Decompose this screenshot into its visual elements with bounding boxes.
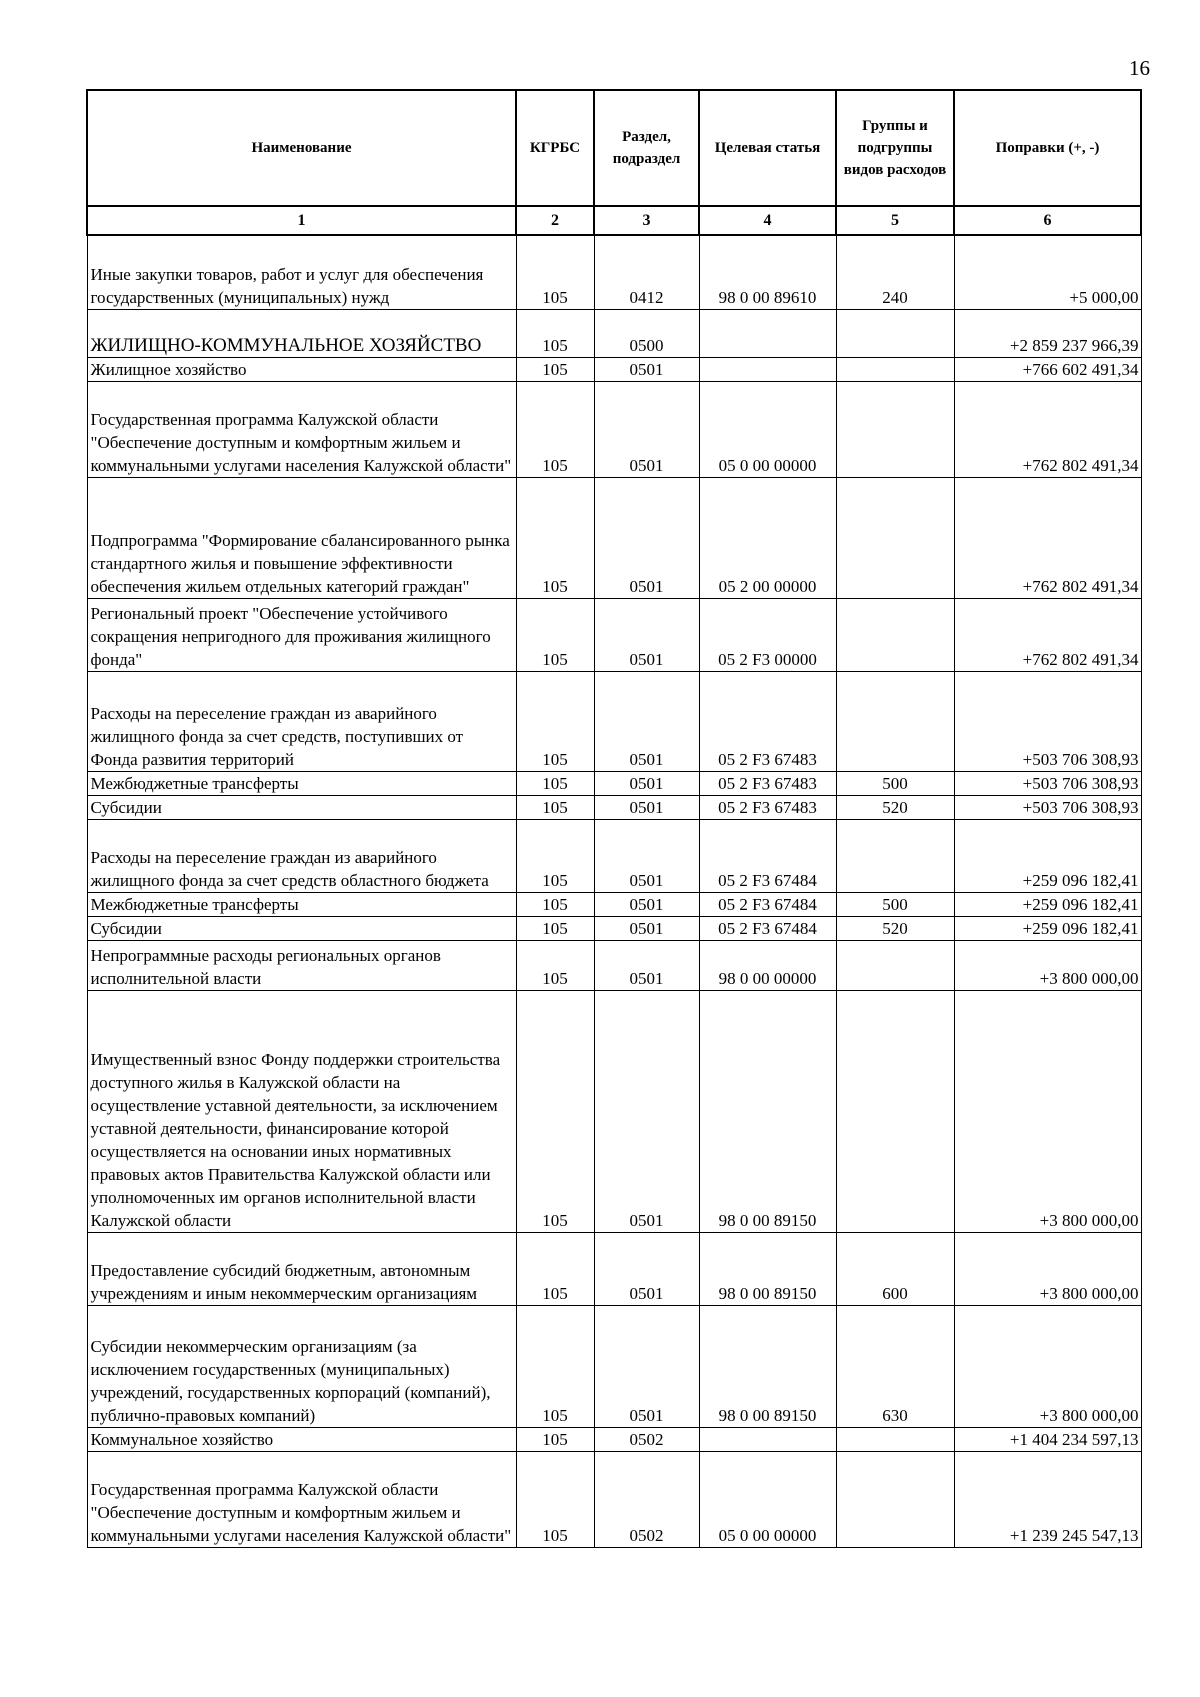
table-row xyxy=(87,1427,1141,1451)
header-section: Раздел, подраздел xyxy=(594,90,699,206)
row-name: Жилищное хозяйство xyxy=(87,357,516,381)
table-row xyxy=(87,1451,1141,1547)
row-name: Межбюджетные трансферты xyxy=(87,892,516,916)
row-section: 0501 xyxy=(594,795,699,819)
row-section: 0501 xyxy=(594,357,699,381)
row-group: 630 xyxy=(836,1305,954,1427)
row-target: 05 2 F3 67484 xyxy=(699,892,836,916)
row-section: 0501 xyxy=(594,1232,699,1305)
row-name: Государственная программа Калужской области "Обеспечение доступным и комфортным жильем и коммунальными услугами населения Калужской области" xyxy=(87,381,516,477)
row-amount: +503 706 308,93 xyxy=(954,671,1141,771)
row-group: 520 xyxy=(836,795,954,819)
column-number-row xyxy=(87,206,1141,235)
row-target: 98 0 00 89610 xyxy=(699,235,836,309)
row-group xyxy=(836,940,954,990)
header-target: Целевая статья xyxy=(699,90,836,206)
row-section: 0501 xyxy=(594,771,699,795)
table-row xyxy=(87,598,1141,671)
row-section: 0501 xyxy=(594,477,699,598)
row-target: 05 2 F3 67483 xyxy=(699,795,836,819)
row-amount: +259 096 182,41 xyxy=(954,819,1141,892)
row-section: 0501 xyxy=(594,819,699,892)
row-kgrbs: 105 xyxy=(516,235,594,309)
row-section: 0501 xyxy=(594,990,699,1232)
row-section: 0502 xyxy=(594,1427,699,1451)
row-kgrbs: 105 xyxy=(516,1427,594,1451)
row-group xyxy=(836,671,954,771)
column-number: 5 xyxy=(836,206,954,235)
row-amount: +503 706 308,93 xyxy=(954,771,1141,795)
row-group: 500 xyxy=(836,771,954,795)
row-kgrbs: 105 xyxy=(516,771,594,795)
row-target xyxy=(699,1427,836,1451)
row-name: Иные закупки товаров, работ и услуг для обеспечения государственных (муниципальных) нужд xyxy=(87,235,516,309)
table-row xyxy=(87,309,1141,357)
row-kgrbs: 105 xyxy=(516,1305,594,1427)
header-groups: Группы и подгруппы видов расходов xyxy=(836,90,954,206)
row-kgrbs: 105 xyxy=(516,1232,594,1305)
row-kgrbs: 105 xyxy=(516,477,594,598)
column-number: 1 xyxy=(87,206,516,235)
table-row xyxy=(87,477,1141,598)
row-amount: +762 802 491,34 xyxy=(954,381,1141,477)
row-amount: +3 800 000,00 xyxy=(954,1305,1141,1427)
header-name: Наименование xyxy=(87,90,516,206)
row-name: Имущественный взнос Фонду поддержки строительства доступного жилья в Калужской области на осуществление уставной деятельности, за исключением уставной деятельности, финансирование которой осуществляется на основании иных нормативных правовых актов Правительства Калужской области или уполномоченных им органов исполнительной власти Калужской области xyxy=(87,990,516,1232)
table-row xyxy=(87,1232,1141,1305)
row-name: Расходы на переселение граждан из аварийного жилищного фонда за счет средств областного бюджета xyxy=(87,819,516,892)
row-amount: +3 800 000,00 xyxy=(954,940,1141,990)
row-section: 0501 xyxy=(594,1305,699,1427)
row-section: 0501 xyxy=(594,940,699,990)
row-group xyxy=(836,309,954,357)
row-target: 98 0 00 89150 xyxy=(699,1305,836,1427)
row-amount: +1 239 245 547,13 xyxy=(954,1451,1141,1547)
row-kgrbs: 105 xyxy=(516,916,594,940)
row-name: ЖИЛИЩНО-КОММУНАЛЬНОЕ ХОЗЯЙСТВО xyxy=(87,309,516,357)
row-amount: +259 096 182,41 xyxy=(954,916,1141,940)
row-section: 0501 xyxy=(594,598,699,671)
column-number: 2 xyxy=(516,206,594,235)
row-target: 05 2 00 00000 xyxy=(699,477,836,598)
row-group xyxy=(836,381,954,477)
row-name: Расходы на переселение граждан из аварийного жилищного фонда за счет средств, поступивших от Фонда развития территорий xyxy=(87,671,516,771)
row-section: 0502 xyxy=(594,1451,699,1547)
row-amount: +5 000,00 xyxy=(954,235,1141,309)
table-row xyxy=(87,916,1141,940)
page-number: 16 xyxy=(1129,56,1150,80)
row-name: Предоставление субсидий бюджетным, автономным учреждениям и иным некоммерческим организациям xyxy=(87,1232,516,1305)
row-group: 600 xyxy=(836,1232,954,1305)
row-group xyxy=(836,477,954,598)
table-row xyxy=(87,795,1141,819)
row-target: 05 2 F3 67483 xyxy=(699,671,836,771)
budget-amendments-table xyxy=(86,89,1142,1548)
row-amount: +3 800 000,00 xyxy=(954,1232,1141,1305)
table-row xyxy=(87,771,1141,795)
row-group: 240 xyxy=(836,235,954,309)
row-target xyxy=(699,357,836,381)
row-name: Субсидии xyxy=(87,795,516,819)
row-target: 05 2 F3 67483 xyxy=(699,771,836,795)
row-kgrbs: 105 xyxy=(516,892,594,916)
row-kgrbs: 105 xyxy=(516,1451,594,1547)
row-target: 98 0 00 89150 xyxy=(699,1232,836,1305)
row-name: Непрограммные расходы региональных органов исполнительной власти xyxy=(87,940,516,990)
row-group xyxy=(836,1451,954,1547)
table-row xyxy=(87,1305,1141,1427)
row-target: 05 2 F3 67484 xyxy=(699,819,836,892)
row-kgrbs: 105 xyxy=(516,819,594,892)
row-name: Субсидии некоммерческим организациям (за исключением государственных (муниципальных) учреждений, государственных корпораций (компаний), публично-правовых компаний) xyxy=(87,1305,516,1427)
row-kgrbs: 105 xyxy=(516,795,594,819)
row-kgrbs: 105 xyxy=(516,309,594,357)
row-kgrbs: 105 xyxy=(516,598,594,671)
row-group xyxy=(836,598,954,671)
row-name: Региональный проект "Обеспечение устойчивого сокращения непригодного для проживания жилищного фонда" xyxy=(87,598,516,671)
table-row xyxy=(87,990,1141,1232)
row-section: 0501 xyxy=(594,671,699,771)
row-amount: +1 404 234 597,13 xyxy=(954,1427,1141,1451)
table-row xyxy=(87,381,1141,477)
row-section: 0412 xyxy=(594,235,699,309)
row-kgrbs: 105 xyxy=(516,990,594,1232)
column-number: 6 xyxy=(954,206,1141,235)
row-kgrbs: 105 xyxy=(516,671,594,771)
row-target: 05 2 F3 67484 xyxy=(699,916,836,940)
row-kgrbs: 105 xyxy=(516,357,594,381)
header-kgrbs: КГРБС xyxy=(516,90,594,206)
row-name: Подпрограмма "Формирование сбалансированного рынка стандартного жилья и повышение эффективности обеспечения жильем отдельных категорий граждан" xyxy=(87,477,516,598)
header-row xyxy=(87,90,1141,206)
row-name: Коммунальное хозяйство xyxy=(87,1427,516,1451)
row-group xyxy=(836,1427,954,1451)
table-row xyxy=(87,892,1141,916)
row-section: 0501 xyxy=(594,892,699,916)
row-name: Государственная программа Калужской области "Обеспечение доступным и комфортным жильем и коммунальными услугами населения Калужской области" xyxy=(87,1451,516,1547)
row-target: 05 0 00 00000 xyxy=(699,381,836,477)
row-group: 500 xyxy=(836,892,954,916)
column-number: 3 xyxy=(594,206,699,235)
row-section: 0501 xyxy=(594,381,699,477)
row-group xyxy=(836,819,954,892)
row-amount: +762 802 491,34 xyxy=(954,477,1141,598)
row-target: 98 0 00 89150 xyxy=(699,990,836,1232)
row-group: 520 xyxy=(836,916,954,940)
row-target: 05 2 F3 00000 xyxy=(699,598,836,671)
row-target xyxy=(699,309,836,357)
row-kgrbs: 105 xyxy=(516,381,594,477)
row-name: Межбюджетные трансферты xyxy=(87,771,516,795)
row-amount: +3 800 000,00 xyxy=(954,990,1141,1232)
row-section: 0501 xyxy=(594,916,699,940)
table-row xyxy=(87,940,1141,990)
header-amendments: Поправки (+, -) xyxy=(954,90,1141,206)
row-amount: +503 706 308,93 xyxy=(954,795,1141,819)
row-target: 98 0 00 00000 xyxy=(699,940,836,990)
row-kgrbs: 105 xyxy=(516,940,594,990)
row-group xyxy=(836,357,954,381)
row-name: Субсидии xyxy=(87,916,516,940)
row-group xyxy=(836,990,954,1232)
row-amount: +766 602 491,34 xyxy=(954,357,1141,381)
row-amount: +762 802 491,34 xyxy=(954,598,1141,671)
row-amount: +259 096 182,41 xyxy=(954,892,1141,916)
row-target: 05 0 00 00000 xyxy=(699,1451,836,1547)
row-section: 0500 xyxy=(594,309,699,357)
row-amount: +2 859 237 966,39 xyxy=(954,309,1141,357)
column-number: 4 xyxy=(699,206,836,235)
table-row xyxy=(87,671,1141,771)
table-row xyxy=(87,819,1141,892)
table-row xyxy=(87,357,1141,381)
table-row xyxy=(87,235,1141,309)
